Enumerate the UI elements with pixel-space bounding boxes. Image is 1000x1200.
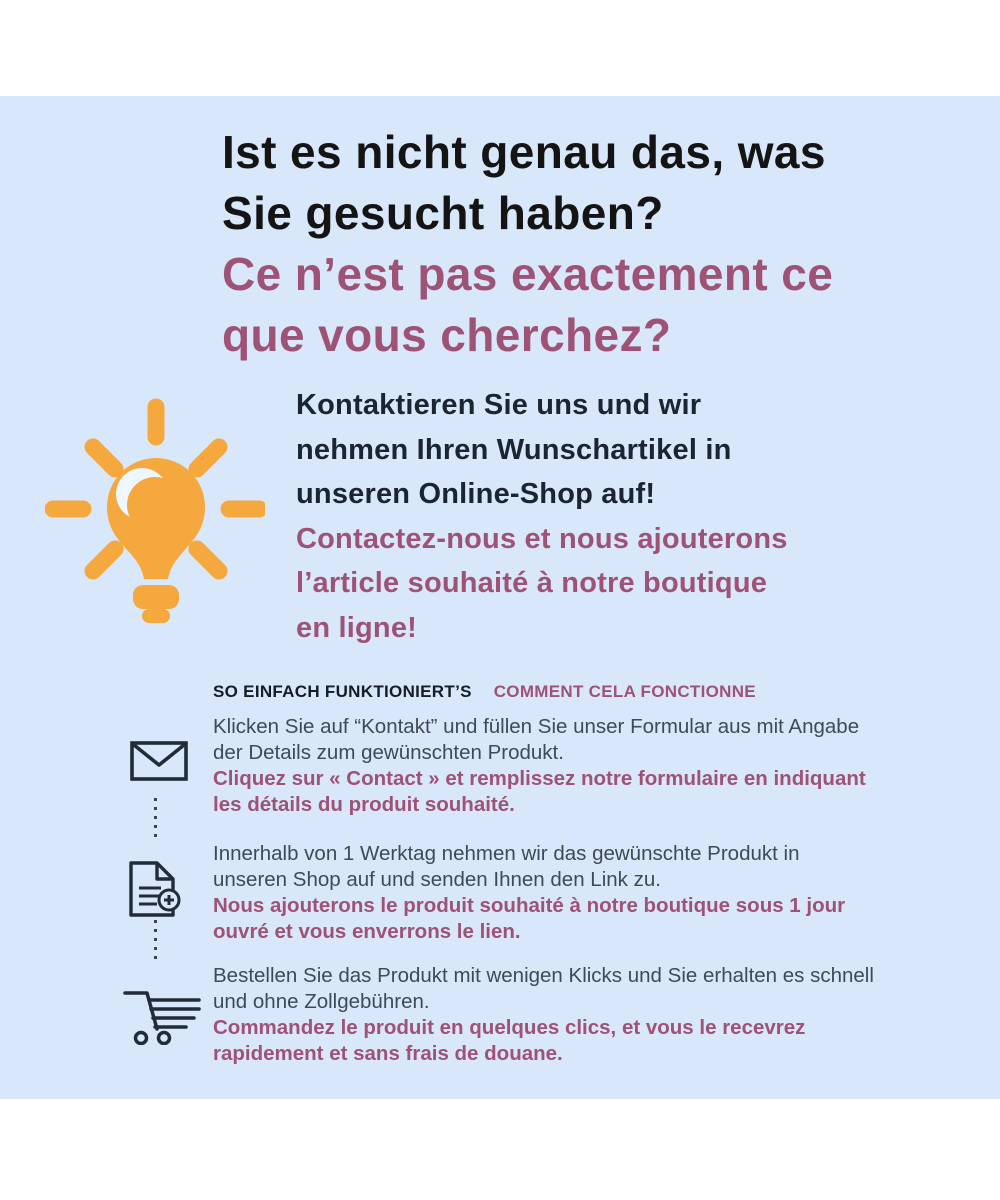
document-add-icon <box>127 860 181 923</box>
step-1 <box>213 714 866 818</box>
intro-fr-line3: en ligne! <box>296 611 418 644</box>
step-1-fr-line1: Cliquez sur « Contact » et remplissez notre formulaire en indiquant <box>213 767 866 790</box>
headline-fr-line2: que vous cherchez? <box>222 309 672 361</box>
step-1-de-line1: Klicken Sie auf “Kontakt” und füllen Sie unser Formular aus mit Angabe <box>213 715 860 738</box>
intro-paragraph <box>296 383 788 650</box>
step-3-de-line1: Bestellen Sie das Produkt mit wenigen Klicks und Sie erhalten es schnell <box>213 964 874 987</box>
dotted-connector-2 <box>154 920 157 962</box>
how-it-works-header <box>213 682 756 702</box>
intro-fr-line1: Contactez-nous et nous ajouterons <box>296 522 788 555</box>
intro-de-line2: nehmen Ihren Wunschartikel in <box>296 433 732 466</box>
how-it-works-de: SO EINFACH FUNKTIONIERT’S <box>213 682 472 701</box>
step-3 <box>213 963 874 1067</box>
headline-de-line1: Ist es nicht genau das, was <box>222 126 826 178</box>
how-it-works-fr: COMMENT CELA FONCTIONNE <box>493 682 756 701</box>
step-1-fr-line2: les détails du produit souhaité. <box>213 793 515 816</box>
intro-de-line3: unseren Online-Shop auf! <box>296 478 656 510</box>
headline-de-line2: Sie gesucht haben? <box>222 187 664 239</box>
dotted-connector-1 <box>154 798 157 838</box>
step-2-fr-line1: Nous ajouterons le produit souhaité à notre boutique sous 1 jour <box>213 894 846 917</box>
shopping-cart-icon <box>121 987 201 1050</box>
step-1-de-line2: der Details zum gewünschten Produkt. <box>213 741 564 764</box>
intro-de-line1: Kontaktieren Sie uns und wir <box>296 389 702 421</box>
intro-fr-line2: l’article souhaité à notre boutique <box>296 567 768 599</box>
headline-fr-line1: Ce n’est pas exactement ce <box>222 248 834 300</box>
step-2 <box>213 841 845 945</box>
step-2-de-line1: Innerhalb von 1 Werktag nehmen wir das gewünschte Produkt in <box>213 842 800 865</box>
step-2-de-line2: unseren Shop auf und senden Ihnen den Link zu. <box>213 868 661 891</box>
headline <box>222 122 833 366</box>
step-2-fr-line2: ouvré et vous enverrons le lien. <box>213 920 521 943</box>
lightbulb-icon <box>45 395 265 630</box>
step-3-de-line2: und ohne Zollgebühren. <box>213 990 430 1013</box>
envelope-icon <box>130 740 188 787</box>
step-3-fr-line2: rapidement et sans frais de douane. <box>213 1042 563 1065</box>
step-3-fr-line1: Commandez le produit en quelques clics, et vous le recevrez <box>213 1016 806 1039</box>
